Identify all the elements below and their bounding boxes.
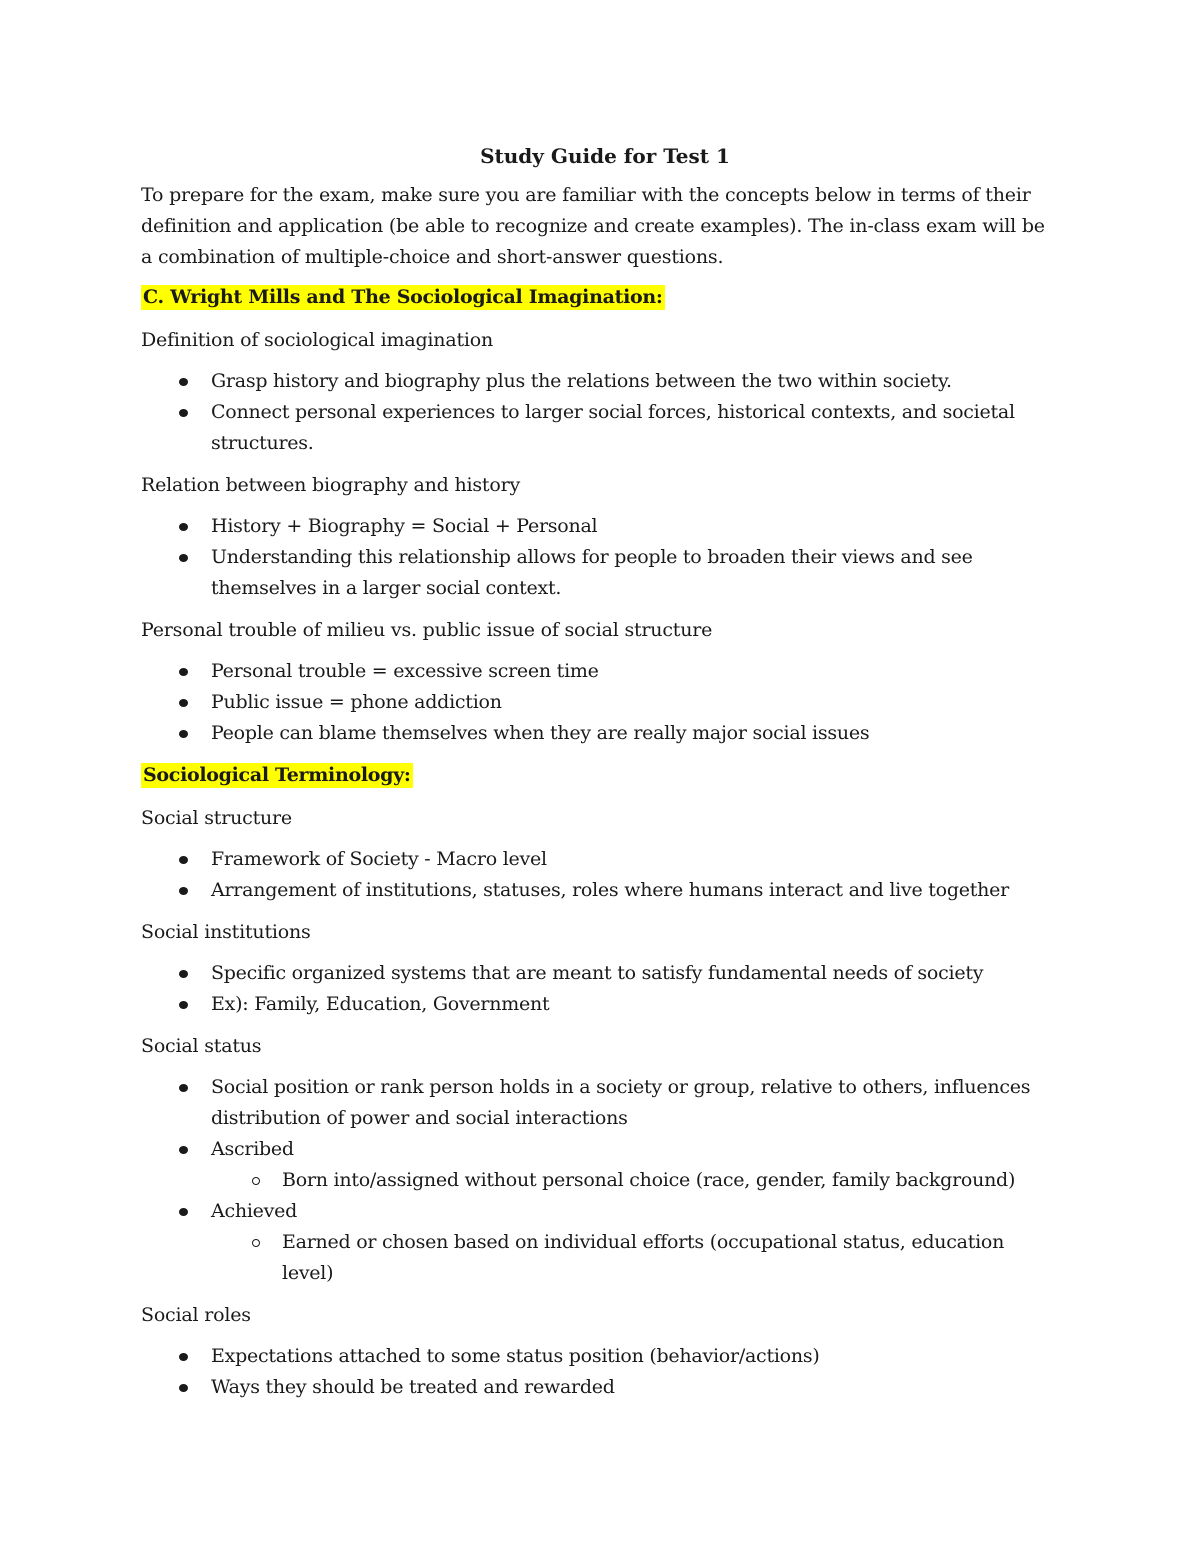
bullet-item: [141, 511, 1061, 542]
document-content: [141, 140, 1061, 1415]
bullet-dot-icon: [179, 1353, 188, 1361]
bullet-dot-icon: [179, 1146, 188, 1154]
section-heading-mills: C. Wright Mills and The Sociological Imagination:: [143, 286, 663, 308]
bullet-dot-icon: [179, 730, 188, 738]
topic-label: Personal trouble of milieu vs. public issue of social structure: [141, 619, 713, 641]
bullet-dot-icon: [179, 699, 188, 707]
bullet-dot-icon: [179, 1001, 188, 1009]
bullet-list: [141, 1072, 1061, 1289]
bullet-text: Understanding this relationship allows for people to broaden their views and see themselves in a larger social context.: [211, 546, 973, 599]
bullet-text: Public issue = phone addiction: [211, 691, 502, 713]
bullet-text: Grasp history and biography plus the relations between the two within society.: [211, 370, 952, 392]
bullet-item: [141, 687, 1061, 718]
bullet-text: Ascribed: [211, 1138, 294, 1160]
bullet-item: [141, 844, 1061, 875]
bullet-item: [141, 656, 1061, 687]
bullet-list: [141, 1341, 1061, 1403]
bullet-text: Ways they should be treated and rewarded: [211, 1376, 615, 1398]
sub-bullet-text: Born into/assigned without personal choice (race, gender, family background): [282, 1169, 1016, 1191]
bullet-item: [141, 1341, 1061, 1372]
bullet-item: [141, 989, 1061, 1020]
bullet-item: [141, 1072, 1061, 1134]
sub-bullet-item: [211, 1227, 1061, 1289]
bullet-text: Arrangement of institutions, statuses, roles where humans interact and live together: [211, 879, 1009, 901]
bullet-item: [141, 958, 1061, 989]
bullet-list: [141, 844, 1061, 906]
bullet-text: Specific organized systems that are meant to satisfy fundamental needs of society: [211, 962, 984, 984]
section-heading-terminology: Sociological Terminology:: [143, 764, 411, 786]
bullet-dot-icon: [179, 409, 188, 417]
bullet-list: [141, 366, 1061, 459]
bullet-text: People can blame themselves when they are really major social issues: [211, 722, 870, 744]
bullet-text: Expectations attached to some status position (behavior/actions): [211, 1345, 820, 1367]
sub-bullet-item: [211, 1165, 1061, 1196]
bullet-list: [141, 511, 1061, 604]
topic-label: Social status: [141, 1035, 262, 1057]
bullet-dot-icon: [179, 856, 188, 864]
bullet-text: Connect personal experiences to larger social forces, historical contexts, and societal structures.: [211, 401, 1015, 454]
bullet-dot-icon: [179, 554, 188, 562]
bullet-dot-icon: [179, 970, 188, 978]
bullet-text: History + Biography = Social + Personal: [211, 515, 598, 537]
bullet-text: Achieved: [211, 1200, 298, 1222]
topic-label: Social structure: [141, 807, 292, 829]
section-heading-wrap: [141, 283, 1061, 326]
bullet-dot-icon: [179, 378, 188, 386]
bullet-ring-icon: [252, 1177, 260, 1185]
bullet-item: [141, 366, 1061, 397]
topic-label: Relation between biography and history: [141, 474, 520, 496]
bullet-text: Framework of Society - Macro level: [211, 848, 547, 870]
bullet-item: [141, 1196, 1061, 1289]
bullet-item: [141, 718, 1061, 749]
topic-label: Social roles: [141, 1304, 251, 1326]
bullet-text: Ex): Family, Education, Government: [211, 993, 550, 1015]
sub-bullet-text: Earned or chosen based on individual efforts (occupational status, education level): [282, 1231, 1005, 1284]
topic-label: Social institutions: [141, 921, 311, 943]
sub-bullet-list: [211, 1165, 1061, 1196]
bullet-item: [141, 1372, 1061, 1403]
bullet-item: [141, 875, 1061, 906]
bullet-ring-icon: [252, 1239, 260, 1247]
bullet-dot-icon: [179, 1208, 188, 1216]
bullet-item: [141, 397, 1061, 459]
bullet-dot-icon: [179, 1084, 188, 1092]
bullet-dot-icon: [179, 887, 188, 895]
bullet-dot-icon: [179, 523, 188, 531]
bullet-text: Personal trouble = excessive screen time: [211, 660, 599, 682]
page-title: Study Guide for Test 1: [480, 144, 730, 168]
section-heading-wrap: [141, 761, 1061, 804]
bullet-dot-icon: [179, 668, 188, 676]
bullet-list: [141, 656, 1061, 749]
bullet-text: Social position or rank person holds in a society or group, relative to others, influences distribution of power and social interactions: [211, 1076, 1031, 1129]
bullet-dot-icon: [179, 1384, 188, 1392]
sub-bullet-list: [211, 1227, 1061, 1289]
topic-label: Definition of sociological imagination: [141, 329, 494, 351]
intro-paragraph: To prepare for the exam, make sure you are familiar with the concepts below in terms of their definition and application (be able to recognize and create examples). The in-class exam will be a combination of multiple-choice and short-answer questions.: [141, 184, 1045, 268]
bullet-item: [141, 542, 1061, 604]
bullet-list: [141, 958, 1061, 1020]
bullet-item: [141, 1134, 1061, 1196]
